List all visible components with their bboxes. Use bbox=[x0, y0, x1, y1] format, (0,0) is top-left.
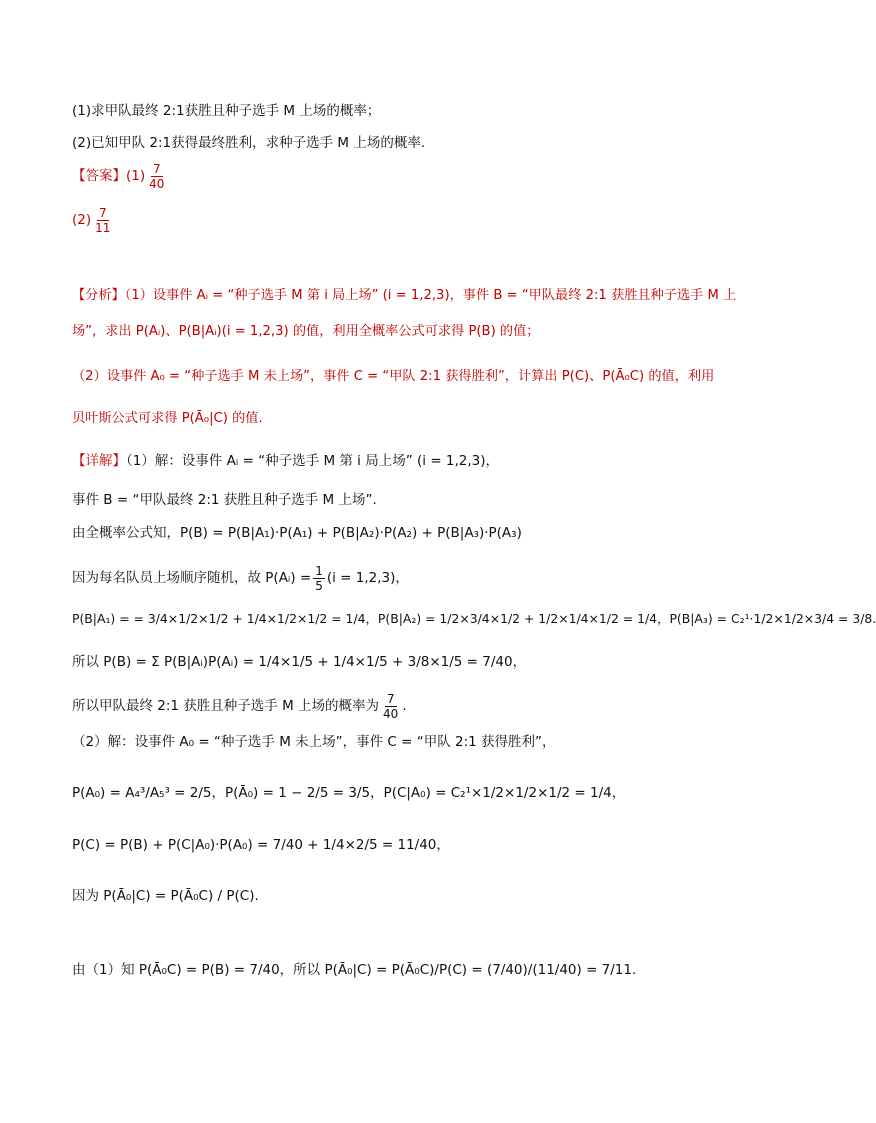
one-fifth-fraction: $\frac{1}{5}$ bbox=[315, 563, 323, 593]
detail-line-3: 由全概率公式知，P(B) = P(B|A₁)·P(A₁) + P(B|A₂)·P(A₂) + P(B|A₃)·P(A₃) bbox=[72, 525, 522, 541]
detail-line-5: P(B|A₁) = = 3/4×1/2×1/2 + 1/4×1/2×1/2 = 1/4，P(B|A₂) = 1/2×3/4×1/2 + 1/2×1/4×1/2 = 1/4，P(B|A₃) = C₂¹·1/2×1/2×3/4 = 3/8. bbox=[72, 611, 876, 626]
question-1: (1)求甲队最终 2:1获胜且种子选手 M 上场的概率； bbox=[72, 103, 381, 119]
detail-line-8: （2）解：设事件 A₀ = “种子选手 M 未上场”，事件 C = “甲队 2:1 获得胜利”， bbox=[72, 734, 556, 750]
answer-line-1 bbox=[72, 158, 168, 194]
answer-1-prefix: (1) bbox=[126, 168, 146, 184]
detail-line-6: 所以 P(B) = Σ P(B|Aᵢ)P(Aᵢ) = 1/4×1/5 + 1/4×1/5 + 3/8×1/5 = 7/40， bbox=[72, 654, 527, 670]
answer-2-prefix: (2) bbox=[72, 212, 92, 228]
answer-1-fraction: $\frac{7}{40}$ bbox=[149, 161, 165, 191]
analysis-line-3: （2）设事件 A₀ = “种子选手 M 未上场”，事件 C = “甲队 2:1 获得胜利”，计算出 P(C)、P(Ā₀C) 的值，利用 bbox=[72, 369, 715, 384]
answer-line-2 bbox=[72, 202, 114, 238]
analysis-label: 【分析】 bbox=[72, 288, 125, 303]
detail-line-10: P(C) = P(B) + P(C|A₀)·P(A₀) = 7/40 + 1/4×2/5 = 11/40， bbox=[72, 837, 450, 853]
detail-result-fraction: $\frac{7}{40}$ bbox=[383, 691, 399, 721]
question-2: (2)已知甲队 2:1获得最终胜利，求种子选手 M 上场的概率. bbox=[72, 135, 426, 151]
detail-line-9: P(A₀) = A₄³/A₅³ = 2/5，P(Ā₀) = 1 − 2/5 = 3/5，P(C|A₀) = C₂¹×1/2×1/2×1/2 = 1/4， bbox=[72, 785, 626, 801]
detail-label: 【详解】 bbox=[72, 453, 126, 469]
detail-line-2: 事件 B = “甲队最终 2:1 获胜且种子选手 M 上场”. bbox=[72, 492, 377, 508]
analysis-line-1: 【分析】（1）设事件 Aᵢ = “种子选手 M 第 i 局上场” (i = 1,2,3)，事件 B = “甲队最终 2:1 获胜且种子选手 M 上 bbox=[72, 288, 737, 303]
analysis-line-4: 贝叶斯公式可求得 P(Ā₀|C) 的值. bbox=[72, 411, 263, 426]
detail-line-4: 因为每名队员上场顺序随机，故 P(Aᵢ) = $\frac{1}{5}$ (i = 1,2,3)， bbox=[72, 563, 409, 593]
detail-line-1: 【详解】（1）解：设事件 Aᵢ = “种子选手 M 第 i 局上场” (i = 1,2,3)， bbox=[72, 453, 500, 469]
answer-2-fraction: $\frac{7}{11}$ bbox=[95, 205, 111, 235]
analysis-line-2: 场”，求出 P(Aᵢ)、P(B|Aᵢ)(i = 1,2,3) 的值，利用全概率公式可求得 P(B) 的值； bbox=[72, 324, 540, 339]
detail-line-12: 由（1）知 P(Ā₀C) = P(B) = 7/40，所以 P(Ā₀|C) = P(Ā₀C)/P(C) = (7/40)/(11/40) = 7/11. bbox=[72, 962, 637, 978]
answer-label: 【答案】 bbox=[72, 168, 126, 184]
detail-line-11: 因为 P(Ā₀|C) = P(Ā₀C) / P(C). bbox=[72, 888, 259, 904]
detail-line-7: 所以甲队最终 2:1 获胜且种子选手 M 上场的概率为 $\frac{7}{40}$ . bbox=[72, 691, 407, 721]
